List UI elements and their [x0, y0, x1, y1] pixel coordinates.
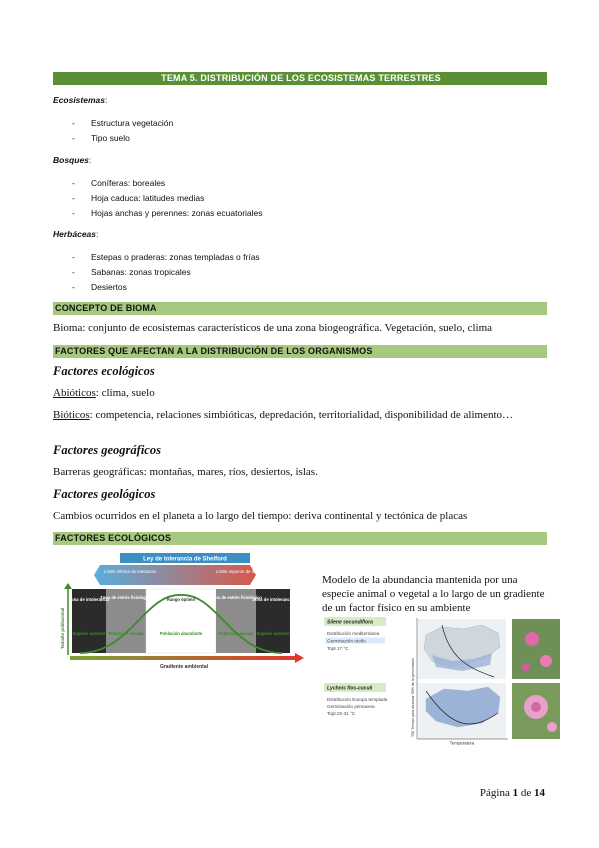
list-item: - Estepas o praderas: zonas templadas o frías	[72, 250, 260, 265]
population-label: Especie ausente	[72, 631, 106, 636]
bioticos-text: Bióticos: competencia, relaciones simbióticas, depredación, territorialidad, disponibilidad de alimento…	[53, 409, 514, 421]
tolerance-arrow	[94, 565, 256, 585]
species-line: Distribución Europa templada	[327, 697, 388, 702]
flower-icon	[547, 722, 557, 732]
species-name: Lychnis flos-cuculi	[327, 685, 373, 692]
list-item: - Estructura vegetación	[72, 116, 173, 131]
zone-label: Zona de intolerancia	[68, 597, 110, 602]
bosques-list	[72, 176, 263, 221]
species-name: Silene secundiflora	[327, 619, 373, 626]
species-x-label: Temperatura	[449, 740, 475, 745]
concepto-text: Bioma: conjunto de ecosistemas característicos de una zona biogeográfica. Vegetación, suelo, clima	[53, 322, 493, 334]
list-item: - Tipo suelo	[72, 131, 173, 146]
x-axis-arrow	[295, 653, 304, 663]
factores-ecologicos-bar: FACTORES ECOLÓGICOS	[53, 532, 547, 545]
shelford-figure	[60, 553, 308, 670]
list-item: - Hojas anchas y perennes: zonas ecuatoriales	[72, 206, 263, 221]
population-label: Población escasa	[108, 631, 144, 636]
list-item: - Hoja caduca: latitudes medias	[72, 191, 263, 206]
ecosistemas-heading: Ecosistemas:	[53, 95, 108, 105]
page-footer: Página 1 de 14	[479, 787, 545, 799]
flower-icon	[522, 663, 530, 671]
factores-geologicos-heading: Factores geológicos	[53, 487, 156, 501]
y-axis-label: Tamaño poblacional	[60, 607, 65, 649]
photo-silene	[512, 619, 560, 679]
factores-ecologicos-heading: Factores ecológicos	[53, 364, 155, 378]
list-item: - Desiertos	[72, 280, 260, 295]
figure-caption: Modelo de la abundancia mantenida por una especie animal o vegetal a lo largo de un gradiente de un factor físico en su ambiente	[322, 574, 545, 614]
list-item: - Coníferas: boreales	[72, 176, 263, 191]
shelford-title: Ley de tolerancia de Shelford	[143, 556, 227, 563]
factores-geograficos-heading: Factores geográficos	[53, 443, 161, 457]
population-label: Población abundante	[159, 631, 203, 636]
x-axis-gradient	[70, 656, 295, 660]
list-item: - Sabanas: zonas tropicales	[72, 265, 260, 280]
zone-label: Zona de estrés fisiológico	[100, 595, 152, 600]
zone-label: Zona de intolerancia	[252, 597, 294, 602]
flower-icon	[525, 632, 539, 646]
population-label: Población escasa	[218, 631, 254, 636]
flower-icon	[531, 702, 541, 712]
zone-label: Rango óptimo	[166, 597, 196, 602]
species-line: Germinación otoño	[327, 638, 366, 644]
abioticos-text: Abióticos: clima, suelo	[53, 387, 155, 399]
limit-upper-label: Límite superior de tolerancia	[216, 569, 271, 574]
geologicos-text: Cambios ocurridos en el planeta a lo largo del tiempo: deriva continental y tectónica de placas	[53, 510, 468, 522]
species-line: Topt 22-31 °C	[327, 711, 356, 716]
x-axis-label: Gradiente ambiental	[159, 664, 209, 670]
bosques-heading: Bosques:	[53, 155, 92, 165]
species-y-label: T50 Tiempo para alcanzar 50% de la germinación	[411, 657, 415, 737]
herbaceas-list	[72, 250, 260, 295]
title-bar: TEMA 5. DISTRIBUCIÓN DE LOS ECOSISTEMAS TERRESTRES	[53, 72, 547, 85]
herbaceas-heading: Herbáceas:	[53, 229, 99, 239]
species-line: Topt 17 °C	[327, 646, 349, 651]
geograficos-text: Barreras geográficas: montañas, mares, ríos, desiertos, islas.	[53, 466, 318, 478]
factores-bar: FACTORES QUE AFECTAN A LA DISTRIBUCIÓN DE LOS ORGANISMOS	[53, 345, 547, 358]
population-label: Especie ausente	[256, 631, 290, 636]
concepto-bar: CONCEPTO DE BIOMA	[53, 302, 547, 315]
y-axis-arrow	[64, 583, 72, 589]
flower-icon	[540, 655, 552, 667]
species-line: Distribución mediterránea	[327, 631, 380, 636]
limit-lower-label: Límite inferior de tolerancia	[104, 569, 156, 574]
ecosistemas-list	[72, 116, 173, 146]
zone-label: Zona de estrés fisiológico	[210, 595, 262, 600]
species-line: Germinación primavera	[327, 704, 375, 709]
species-figure	[322, 617, 562, 745]
